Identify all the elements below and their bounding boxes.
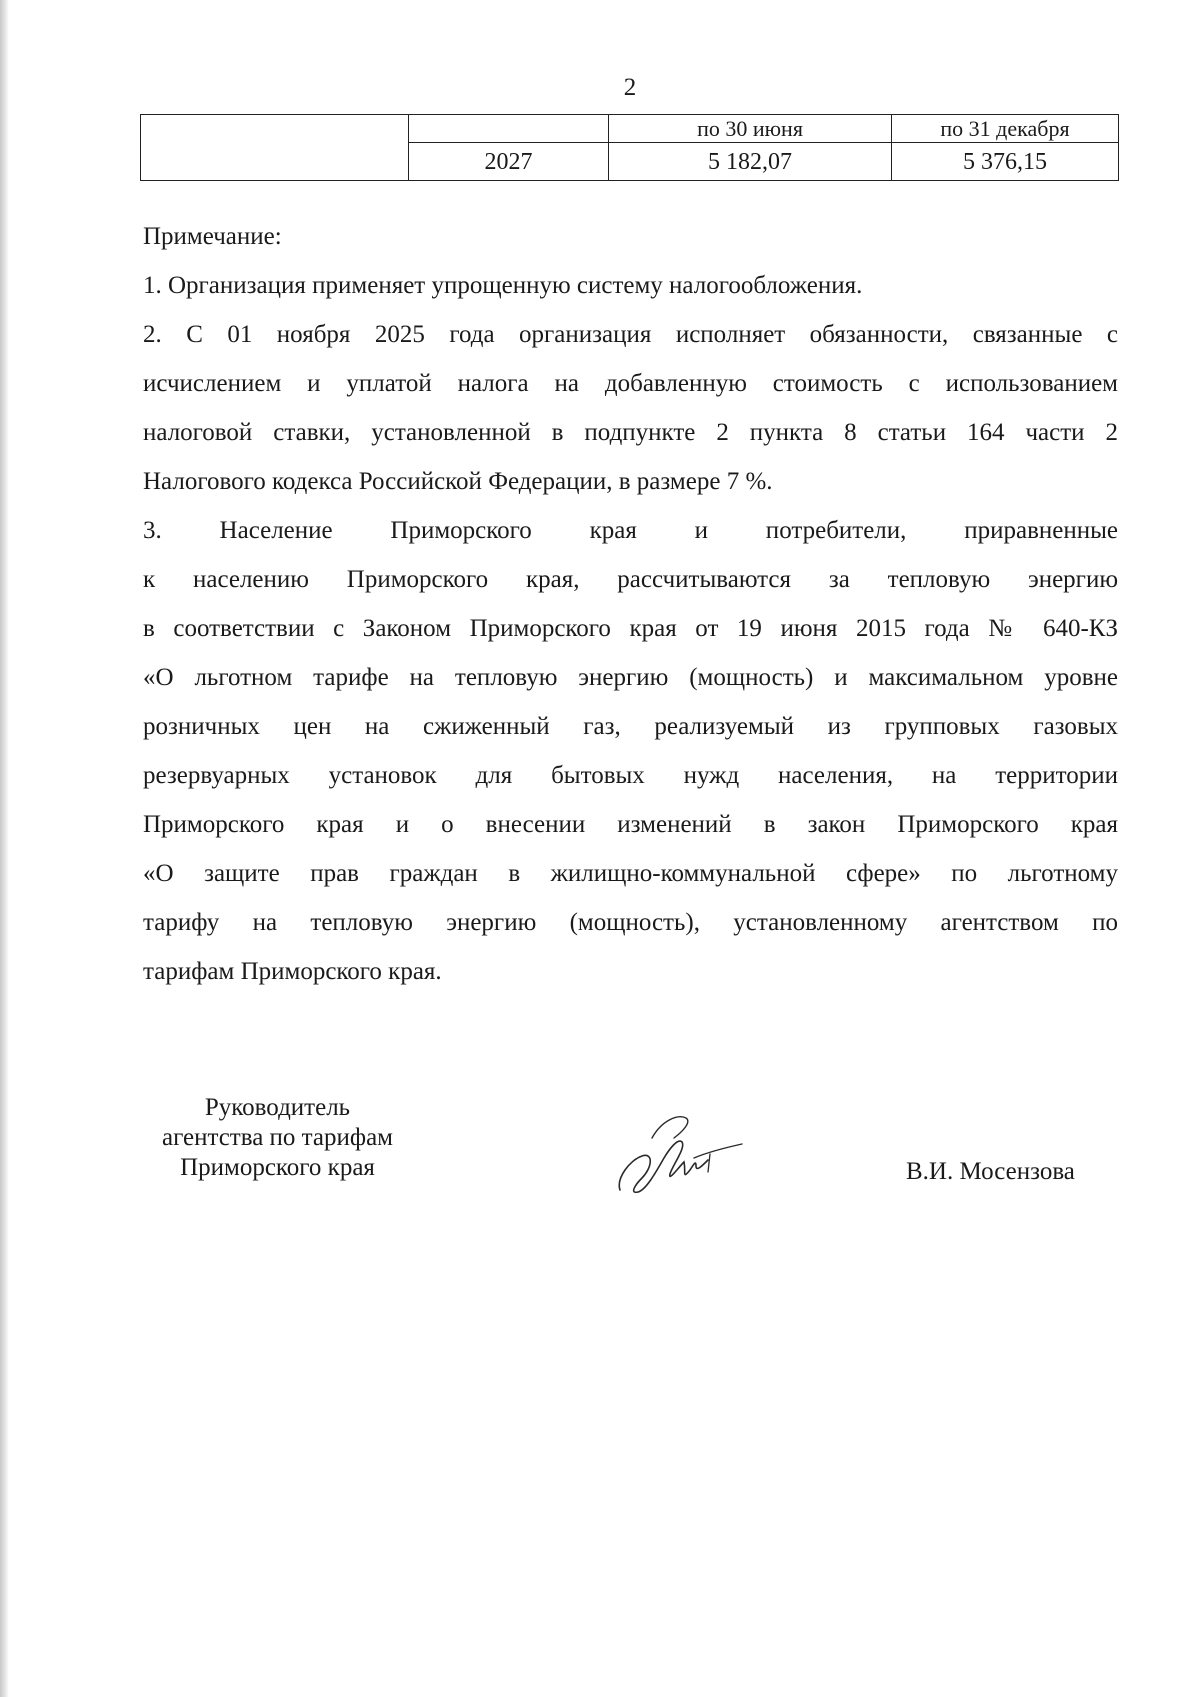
position-line: Приморского края: [180, 1154, 375, 1181]
note-item-2-line: Налогового кодекса Российской Федерации, в размере 7 %.: [143, 468, 773, 495]
table-cell-value: 5 182,07: [609, 143, 892, 181]
tariff-table: [140, 114, 1119, 181]
table-cell-blank: [141, 115, 409, 181]
note-item-3-line: «О защите прав граждан в жилищно-коммунальной сфере» по льготному: [143, 860, 1118, 887]
table-header-cell: [409, 115, 609, 143]
page-number: 2: [623, 74, 637, 101]
note-item-3-line: в соответствии с Законом Приморского края от 19 июня 2015 года № 640-КЗ: [143, 615, 1118, 642]
table-header-row: [141, 115, 1119, 143]
note-item-3-line: 3. Население Приморского края и потребители, приравненные: [143, 517, 1118, 544]
note-item-3-line: Приморского края и о внесении изменений в закон Приморского края: [143, 811, 1118, 838]
table-header-cell: по 31 декабря: [892, 115, 1119, 143]
note-item-2-line: 2. С 01 ноября 2025 года организация исполняет обязанности, связанные с: [143, 321, 1118, 348]
note-item-2-line: налоговой ставки, установленной в подпункте 2 пункта 8 статьи 164 части 2: [143, 419, 1118, 446]
note-title: Примечание:: [143, 223, 282, 250]
note-item-3-line: «О льготном тарифе на тепловую энергию (мощность) и максимальном уровне: [143, 664, 1118, 691]
signer-name: В.И. Мосензова: [906, 1158, 1075, 1185]
note-item-3-line: тарифу на тепловую энергию (мощность), установленному агентством по: [143, 909, 1118, 936]
note-item-3-line: резервуарных установок для бытовых нужд населения, на территории: [143, 762, 1118, 789]
notes-section: [143, 212, 1118, 996]
table-cell-year: 2027: [409, 143, 609, 181]
note-item-3-line: тарифам Приморского края.: [143, 958, 442, 985]
signatory-position: [140, 1093, 415, 1183]
note-item-3-line: к населению Приморского края, рассчитываются за тепловую энергию: [143, 566, 1118, 593]
position-line: Руководитель: [204, 1094, 351, 1121]
handwritten-signature: [612, 1108, 747, 1200]
table-cell-value: 5 376,15: [892, 143, 1119, 181]
note-item-1: 1. Организация применяет упрощенную систему налогообложения.: [143, 272, 863, 299]
scan-edge: [0, 0, 9, 1697]
note-item-2-line: исчислением и уплатой налога на добавленную стоимость с использованием: [143, 370, 1118, 397]
position-line: агентства по тарифам: [161, 1124, 394, 1151]
table-header-cell: по 30 июня: [609, 115, 892, 143]
note-item-3-line: розничных цен на сжиженный газ, реализуемый из групповых газовых: [143, 713, 1118, 740]
